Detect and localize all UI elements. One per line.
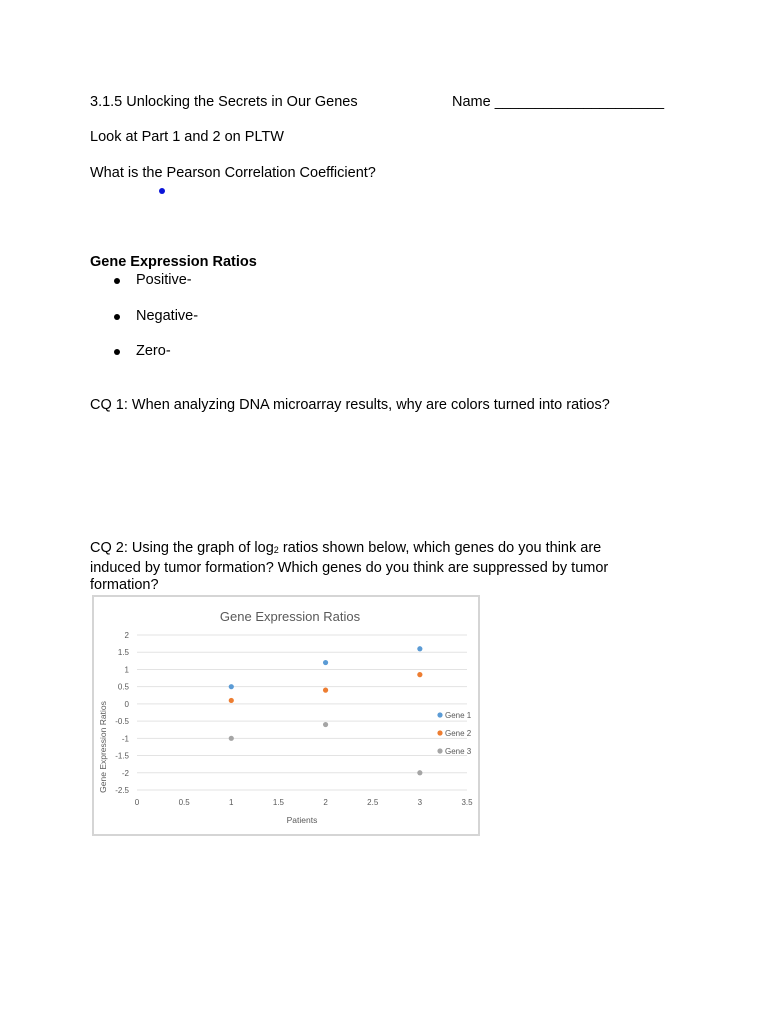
worksheet-title: 3.1.5 Unlocking the Secrets in Our Genes bbox=[90, 94, 358, 110]
ratios-heading: Gene Expression Ratios bbox=[90, 254, 257, 270]
data-point bbox=[417, 672, 422, 677]
x-tick-label: 0.5 bbox=[178, 798, 190, 807]
data-point bbox=[229, 736, 234, 741]
data-point bbox=[323, 722, 328, 727]
name-field-label: Name _____________________ bbox=[452, 94, 665, 110]
chart-legend bbox=[437, 711, 471, 756]
legend-label: Gene 1 bbox=[445, 711, 472, 720]
x-tick-label: 1 bbox=[229, 798, 234, 807]
cq2-question bbox=[90, 540, 650, 595]
chart-svg bbox=[94, 597, 478, 834]
data-point bbox=[417, 646, 422, 651]
y-axis-label: Gene Expression Ratios bbox=[98, 701, 108, 793]
legend-label: Gene 2 bbox=[445, 729, 472, 738]
y-tick-label: 1.5 bbox=[117, 648, 129, 658]
instructions-text: Look at Part 1 and 2 on PLTW bbox=[90, 129, 284, 145]
gene-expression-chart bbox=[92, 595, 480, 836]
x-tick-label: 0 bbox=[134, 798, 140, 807]
x-tick-label: 2.5 bbox=[367, 798, 379, 807]
legend-label: Gene 3 bbox=[445, 747, 472, 756]
ratio-item-negative: Negative- bbox=[136, 308, 199, 324]
data-point bbox=[229, 698, 234, 703]
y-axis-ticks bbox=[115, 631, 129, 795]
data-point bbox=[229, 684, 234, 689]
bullet-dot bbox=[114, 278, 120, 284]
x-tick-label: 3.5 bbox=[461, 798, 473, 807]
answer-bullet-dot bbox=[159, 188, 165, 194]
y-tick-label: 0.5 bbox=[117, 682, 129, 692]
y-tick-label: 1 bbox=[124, 665, 129, 675]
legend-marker bbox=[437, 712, 442, 717]
cq2-text-end: ratios shown below, which genes do you think are induced by tumor formation? Which genes do you think are suppressed by tumor formation? bbox=[90, 540, 609, 593]
x-tick-label: 2 bbox=[323, 798, 328, 807]
y-tick-label: -1.5 bbox=[115, 751, 129, 761]
x-tick-label: 1.5 bbox=[272, 798, 284, 807]
bullet-dot bbox=[114, 314, 120, 320]
y-tick-label: -2.5 bbox=[115, 786, 129, 795]
y-tick-label: 0 bbox=[124, 699, 129, 709]
ratio-item-positive: Positive- bbox=[136, 272, 192, 288]
chart-title: Gene Expression Ratios bbox=[219, 609, 361, 624]
x-tick-label: 3 bbox=[417, 798, 423, 807]
y-tick-label: -0.5 bbox=[115, 717, 129, 727]
data-point bbox=[417, 770, 422, 775]
cq1-question: CQ 1: When analyzing DNA microarray results, why are colors turned into ratios? bbox=[90, 397, 610, 413]
x-axis-label: Patients bbox=[286, 815, 318, 825]
bullet-dot bbox=[114, 349, 120, 355]
y-tick-label: -2 bbox=[121, 768, 129, 778]
data-point bbox=[323, 660, 328, 665]
legend-marker bbox=[437, 730, 442, 735]
x-axis-ticks bbox=[135, 798, 473, 807]
data-point bbox=[323, 688, 328, 693]
y-tick-label: -1 bbox=[121, 734, 129, 744]
cq2-log-subscript: 2 bbox=[273, 545, 279, 555]
chart-gridlines bbox=[137, 635, 467, 790]
cq2-text-start: CQ 2: Using the graph of log bbox=[90, 540, 274, 556]
legend-marker bbox=[437, 748, 442, 753]
y-tick-label: 2 bbox=[124, 631, 129, 640]
ratio-item-zero: Zero- bbox=[136, 343, 171, 359]
pearson-question: What is the Pearson Correlation Coefficient? bbox=[90, 165, 376, 181]
